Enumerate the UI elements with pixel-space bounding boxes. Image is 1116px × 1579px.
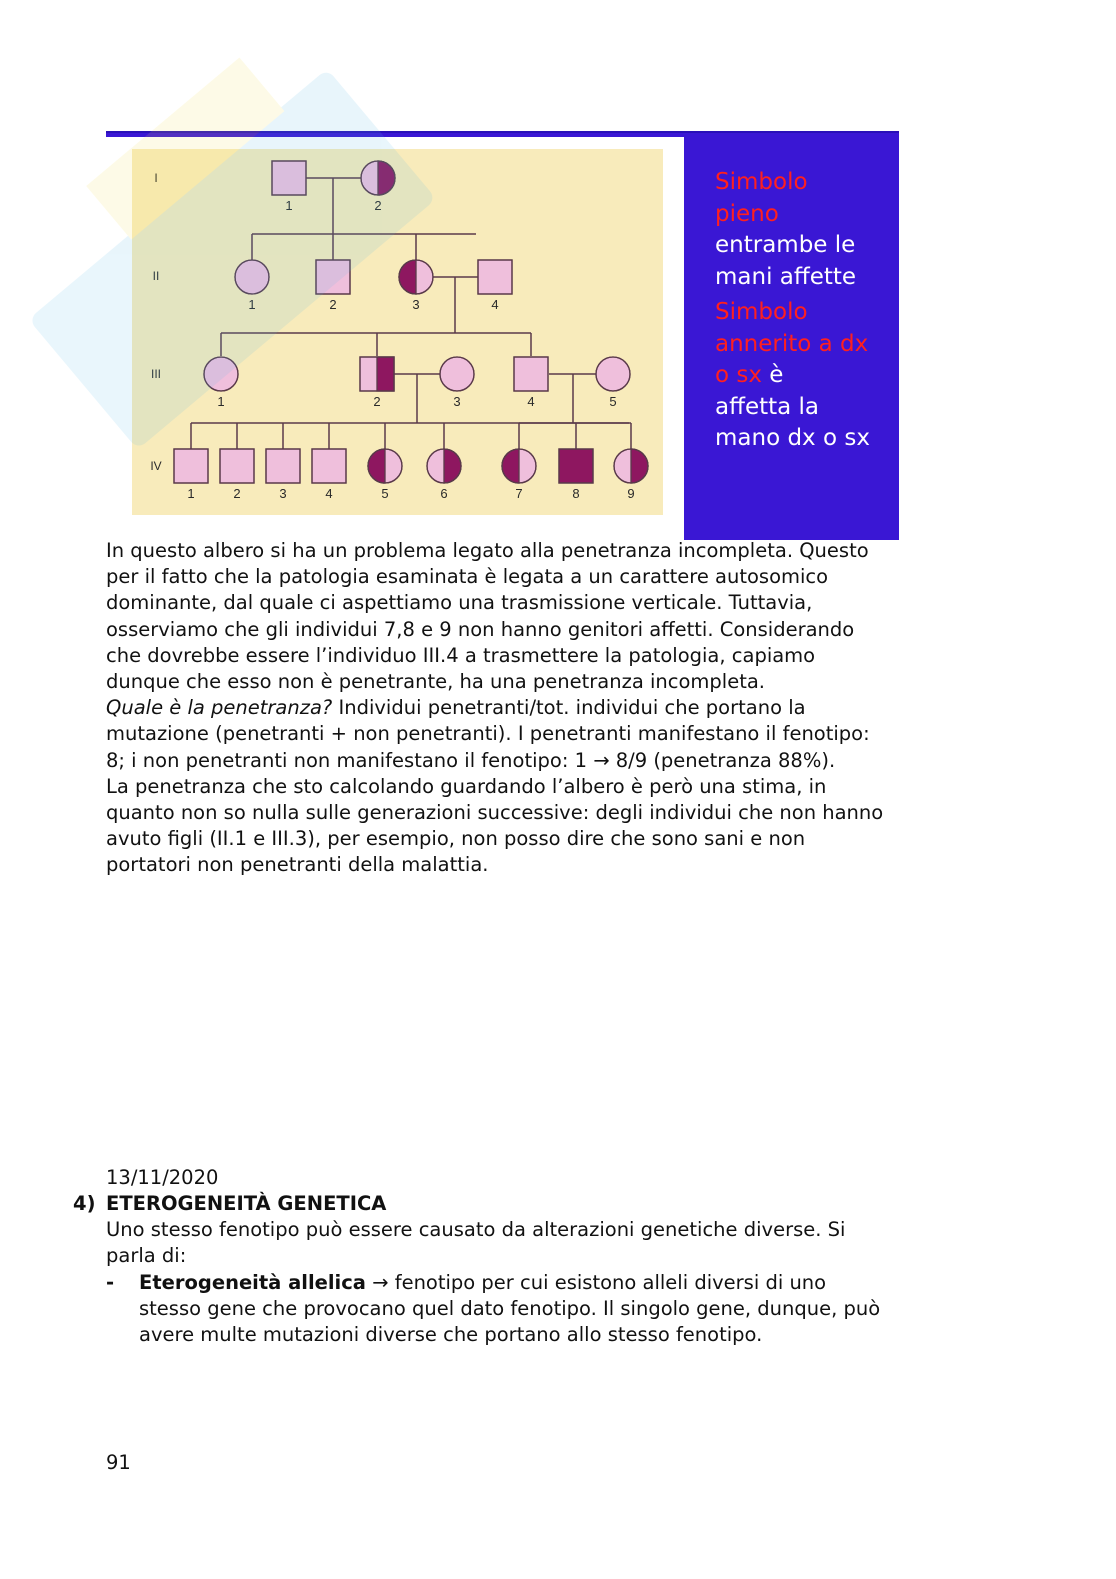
generation-label: I bbox=[154, 171, 158, 185]
male-symbol bbox=[514, 357, 548, 391]
male-symbol bbox=[360, 357, 394, 391]
male-symbol bbox=[316, 260, 350, 294]
legend-line-8: affetta la bbox=[715, 393, 820, 420]
paragraph-line: In questo albero si ha un problema legato alla penetranza incompleta. Questo bbox=[106, 539, 869, 562]
legend-line-7-red: o sx bbox=[715, 362, 762, 388]
individual-number: 1 bbox=[248, 297, 256, 312]
female-symbol bbox=[596, 357, 630, 391]
generation-label: IV bbox=[150, 459, 162, 473]
paragraph-line: per il fatto che la patologia esaminata è legata a un carattere autosomico bbox=[106, 565, 829, 589]
individual-number: 3 bbox=[279, 486, 287, 501]
paragraph-line: dunque che esso non è penetrante, ha una penetranza incompleta. bbox=[106, 669, 766, 693]
legend-line-5: Simbolo bbox=[715, 299, 808, 325]
individual-number: 3 bbox=[412, 297, 420, 312]
generation-label: II bbox=[152, 269, 160, 283]
bullet-line-2: stesso gene che provocano quel dato fenotipo. Il singolo gene, dunque, può bbox=[139, 1297, 881, 1321]
individual-number: 4 bbox=[325, 486, 333, 501]
pedigree-lines bbox=[191, 178, 631, 449]
male-symbol bbox=[559, 449, 593, 483]
male-symbol bbox=[174, 449, 208, 483]
bullet-text bbox=[139, 1270, 1019, 1349]
individual-number: 3 bbox=[453, 394, 461, 409]
paragraph-line: portatori non penetranti della malattia. bbox=[106, 853, 489, 877]
male-symbol bbox=[312, 449, 346, 483]
intro-line: parla di: bbox=[106, 1244, 187, 1268]
legend-line-9: mano dx o sx bbox=[715, 425, 870, 451]
female-symbol bbox=[368, 449, 402, 483]
male-symbol bbox=[220, 449, 254, 483]
female-symbol bbox=[427, 449, 461, 483]
individual-number: 4 bbox=[527, 394, 535, 409]
section-heading bbox=[73, 1191, 386, 1217]
individual-number: 4 bbox=[491, 297, 499, 312]
generation-label: III bbox=[150, 367, 162, 381]
paragraph-line: dominante, dal quale ci aspettiamo una trasmissione verticale. Tuttavia, bbox=[106, 591, 813, 615]
legend-line-6: annerito a dx bbox=[715, 330, 869, 357]
male-symbol bbox=[272, 161, 306, 195]
individual-number: 2 bbox=[329, 297, 337, 312]
paragraph-line: mutazione (penetranti + non penetranti). I penetranti manifestano il fenotipo: bbox=[106, 722, 870, 746]
page-number: 91 bbox=[106, 1451, 131, 1474]
bullet-line-1: → fenotipo per cui esistono alleli diversi di uno bbox=[365, 1271, 827, 1294]
paragraph-line: quanto non so nulla sulle generazioni successive: degli individui che non hanno bbox=[106, 800, 884, 824]
legend bbox=[715, 167, 900, 455]
individual-number: 2 bbox=[374, 198, 382, 213]
individual-number: 8 bbox=[572, 486, 580, 501]
legend-line-3: entrambe le bbox=[715, 232, 856, 258]
individual-number: 2 bbox=[233, 486, 241, 501]
section-number: 4) bbox=[73, 1192, 96, 1215]
legend-line-7-white: è bbox=[769, 362, 784, 388]
female-symbol bbox=[204, 357, 238, 391]
individual-number: 6 bbox=[440, 486, 448, 501]
bullet-dash: - bbox=[106, 1271, 115, 1294]
paragraph-line: osserviamo che gli individui 7,8 e 9 non hanno genitori affetti. Considerando bbox=[106, 617, 855, 641]
female-symbol bbox=[399, 260, 433, 294]
paragraph-line-rest: Individui penetranti/tot. individui che portano la bbox=[332, 696, 806, 720]
female-symbol bbox=[361, 161, 395, 195]
bullet-term: Eterogeneità allelica bbox=[139, 1271, 366, 1294]
legend-line-1: Simbolo bbox=[715, 169, 808, 195]
individual-number: 1 bbox=[285, 198, 293, 213]
female-symbol bbox=[440, 357, 474, 391]
intro-line: Uno stesso fenotipo può essere causato da alterazioni genetiche diverse. Si bbox=[106, 1218, 846, 1241]
individual-number: 5 bbox=[381, 486, 389, 501]
paragraph-line: avuto figli (II.1 e III.3), per esempio, non posso dire che sono sani e non bbox=[106, 827, 806, 851]
section-intro bbox=[106, 1217, 845, 1269]
bullet-line-3: avere multe mutazioni diverse che portano allo stesso fenotipo. bbox=[139, 1323, 763, 1347]
pedigree-figure bbox=[106, 131, 899, 540]
individual-number: 5 bbox=[609, 394, 617, 409]
male-symbol bbox=[266, 449, 300, 483]
paragraph-line: che dovrebbe essere l’individuo III.4 a trasmettere la patologia, capiamo bbox=[106, 643, 816, 667]
female-symbol bbox=[235, 260, 269, 294]
paragraph-line: La penetranza che sto calcolando guardando l’albero è però una stima, in bbox=[106, 774, 827, 798]
penetrance-paragraph bbox=[106, 538, 883, 878]
section-title: ETEROGENEITÀ GENETICA bbox=[106, 1192, 387, 1215]
female-symbol bbox=[502, 449, 536, 483]
paragraph-line: 8; i non penetranti non manifestano il fenotipo: 1 → 8/9 (penetranza 88%). bbox=[106, 748, 836, 772]
individual-number: 9 bbox=[627, 486, 635, 501]
male-symbol bbox=[478, 260, 512, 294]
individual-number: 7 bbox=[515, 486, 523, 501]
female-symbol bbox=[614, 449, 648, 483]
individual-number: 2 bbox=[373, 394, 381, 409]
individual-number: 1 bbox=[217, 394, 225, 409]
lecture-date: 13/11/2020 bbox=[106, 1166, 219, 1189]
paragraph-line bbox=[106, 695, 883, 721]
legend-line-4: mani affette bbox=[715, 263, 857, 290]
individual-number: 1 bbox=[187, 486, 195, 501]
question-italic: Quale è la penetranza? bbox=[106, 696, 333, 720]
legend-line-2: pieno bbox=[715, 200, 779, 227]
